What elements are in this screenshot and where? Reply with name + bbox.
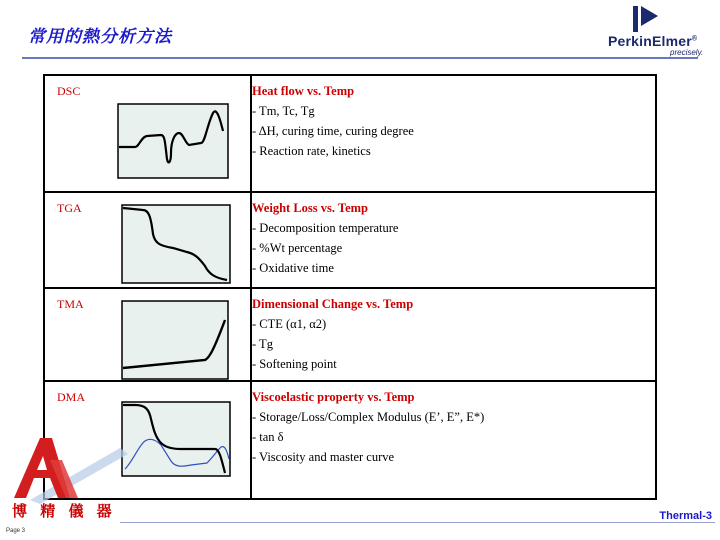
list-item: - Tg — [252, 337, 273, 351]
method-heading: Heat flow vs. Temp — [252, 84, 355, 98]
list-item: - Oxidative time — [252, 261, 334, 275]
tga-curve-plot — [121, 204, 231, 284]
list-item: - Reaction rate, kinetics — [252, 144, 371, 158]
dsc-description — [251, 75, 656, 192]
tma-cell — [44, 288, 251, 381]
brand-name: PerkinElmer® — [608, 33, 698, 49]
footer-divider — [120, 522, 715, 523]
list-item: - Softening point — [252, 357, 337, 371]
list-item: - Storage/Loss/Complex Modulus (E’, E”, E*) — [252, 410, 485, 424]
method-tag: TMA — [57, 297, 84, 311]
brand-tagline: precisely. — [670, 48, 704, 57]
list-item: - Decomposition temperature — [252, 221, 399, 235]
dma-description — [251, 381, 656, 499]
list-item: - tan δ — [252, 430, 284, 444]
table-row-dsc — [44, 75, 656, 192]
list-item: - Tm, Tc, Tg — [252, 104, 315, 118]
table-row-tma — [44, 288, 656, 381]
list-item: - ΔH, curing time, curing degree — [252, 124, 414, 138]
method-heading: Weight Loss vs. Temp — [252, 201, 369, 215]
method-heading: Dimensional Change vs. Temp — [252, 297, 414, 311]
list-item: - Viscosity and master curve — [252, 450, 395, 464]
title-divider — [22, 57, 698, 59]
tga-cell — [44, 192, 251, 288]
method-tag: DMA — [57, 390, 86, 404]
tma-curve-plot — [121, 300, 229, 380]
tma-description — [251, 288, 656, 381]
slide-title: 常用的熱分析方法 — [28, 27, 172, 47]
dsc-curve-plot — [117, 103, 229, 179]
list-item: - %Wt percentage — [252, 241, 343, 255]
page-number: Page 3 — [6, 528, 26, 534]
list-item: - CTE (α1, α2) — [252, 317, 327, 331]
table-row-tga — [44, 192, 656, 288]
method-tag: DSC — [57, 84, 81, 98]
company-name: 博 精 儀 器 — [12, 502, 116, 520]
tga-description — [251, 192, 656, 288]
slide-label: Thermal-3 — [659, 510, 712, 522]
method-heading: Viscoelastic property vs. Temp — [252, 390, 415, 404]
dsc-cell — [44, 75, 251, 192]
method-tag: TGA — [57, 201, 82, 215]
